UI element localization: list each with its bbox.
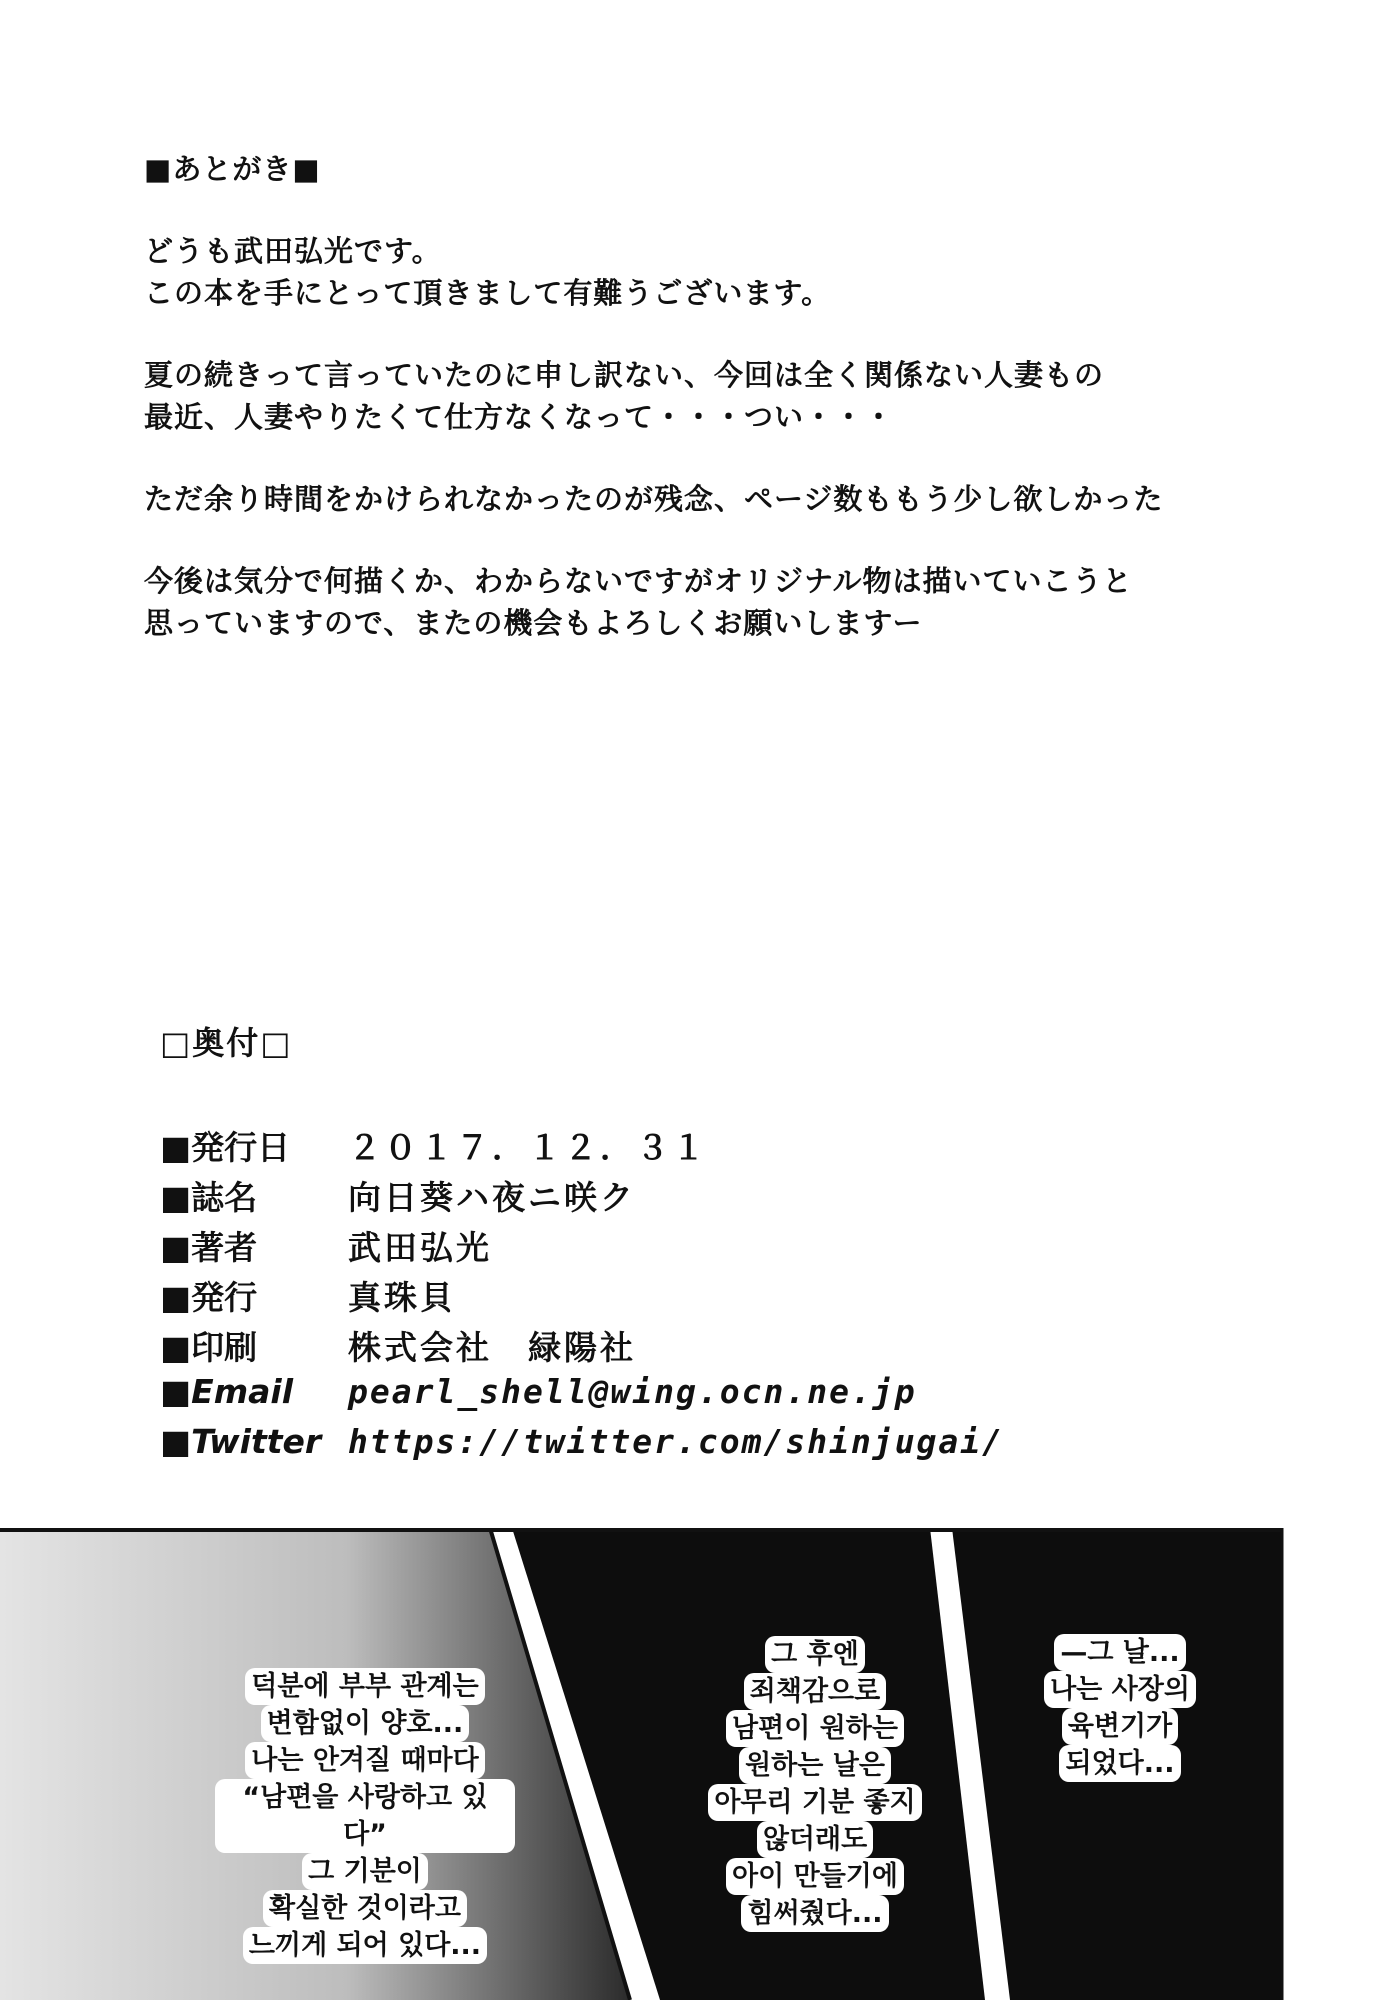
colophon-twitter-url: https://twitter.com/shinjugai/ xyxy=(348,1422,1005,1461)
colophon-value: 株式会社 緑陽社 xyxy=(348,1328,636,1367)
speech-bubble-right xyxy=(1015,1634,1225,1782)
afterword-line: 最近、人妻やりたくて仕方なくなって・・・つい・・・ xyxy=(144,400,895,434)
bubble-line: “남편을 사랑하고 있다” xyxy=(215,1779,515,1853)
afterword-heading: ■あとがき■ xyxy=(144,152,321,186)
bubble-line: 아무리 기분 좋지 xyxy=(708,1784,921,1821)
afterword-line: 今後は気分で何描くか、わからないですがオリジナル物は描いていこうと xyxy=(144,564,1133,598)
colophon-row-printer xyxy=(160,1322,1260,1372)
bubble-line: 아이 만들기에 xyxy=(726,1858,904,1895)
manga-strip xyxy=(0,1528,1373,2000)
colophon-label: ■発行日 xyxy=(160,1128,291,1167)
bubble-line: 육변기가 xyxy=(1062,1708,1178,1745)
afterword-line: 夏の続きって言っていたのに申し訳ない、今回は全く関係ない人妻もの xyxy=(144,358,1105,392)
colophon-value: 武田弘光 xyxy=(348,1228,492,1267)
speech-bubble-middle xyxy=(700,1636,930,1932)
colophon-value: ２０１７．１２．３１ xyxy=(348,1128,708,1167)
bubble-line: 덕분에 부부 관계는 xyxy=(245,1668,484,1705)
afterword-line: ただ余り時間をかけられなかったのが残念、ページ数ももう少し欲しかった xyxy=(144,482,1164,516)
colophon-row-twitter xyxy=(160,1422,1260,1472)
afterword-line: どうも武田弘光です。 xyxy=(144,234,442,268)
colophon-row-email xyxy=(160,1372,1260,1422)
bubble-line: 되었다... xyxy=(1059,1745,1180,1782)
colophon-value: 真珠貝 xyxy=(348,1278,456,1317)
colophon-label: ■発行 xyxy=(160,1278,258,1317)
speech-bubble-left xyxy=(215,1668,515,1964)
colophon xyxy=(160,1018,1260,1472)
bubble-line: 확실한 것이라고 xyxy=(263,1890,467,1927)
colophon-title: □奥付□ xyxy=(160,1024,293,1062)
bubble-line: 변함없이 양호... xyxy=(261,1705,470,1742)
colophon-row-author xyxy=(160,1222,1260,1272)
colophon-row-title xyxy=(160,1172,1260,1222)
bubble-line: 원하는 날은 xyxy=(739,1747,891,1784)
colophon-row-publisher xyxy=(160,1272,1260,1322)
afterword xyxy=(144,148,1244,644)
bubble-line: 느끼게 되어 있다... xyxy=(243,1927,487,1964)
colophon-label: ■Email xyxy=(160,1372,293,1411)
afterword-line: この本を手にとって頂きまして有難うございます。 xyxy=(144,276,832,310)
colophon-label: ■印刷 xyxy=(160,1328,258,1367)
colophon-row-date xyxy=(160,1122,1260,1172)
bubble-line: 죄책감으로 xyxy=(744,1673,886,1710)
colophon-email: pearl_shell@wing.ocn.ne.jp xyxy=(348,1372,917,1411)
bubble-line: 남편이 원하는 xyxy=(726,1710,904,1747)
colophon-value: 向日葵ハ夜ニ咲ク xyxy=(348,1178,636,1217)
bubble-line: 않더래도 xyxy=(757,1821,873,1858)
bubble-line: 나는 안겨질 때마다 xyxy=(245,1742,484,1779)
colophon-label: ■著者 xyxy=(160,1228,258,1267)
bubble-line: 그 후엔 xyxy=(765,1636,865,1673)
bubble-line: —그 날... xyxy=(1054,1634,1185,1671)
bubble-line: 힘써줬다... xyxy=(741,1895,888,1932)
bubble-line: 그 기분이 xyxy=(302,1853,428,1890)
afterword-line: 思っていますので、またの機会もよろしくお願いしますー xyxy=(144,606,923,640)
bubble-line: 나는 사장의 xyxy=(1044,1671,1196,1708)
colophon-label: ■誌名 xyxy=(160,1178,258,1217)
colophon-label: ■Twitter xyxy=(160,1422,322,1461)
